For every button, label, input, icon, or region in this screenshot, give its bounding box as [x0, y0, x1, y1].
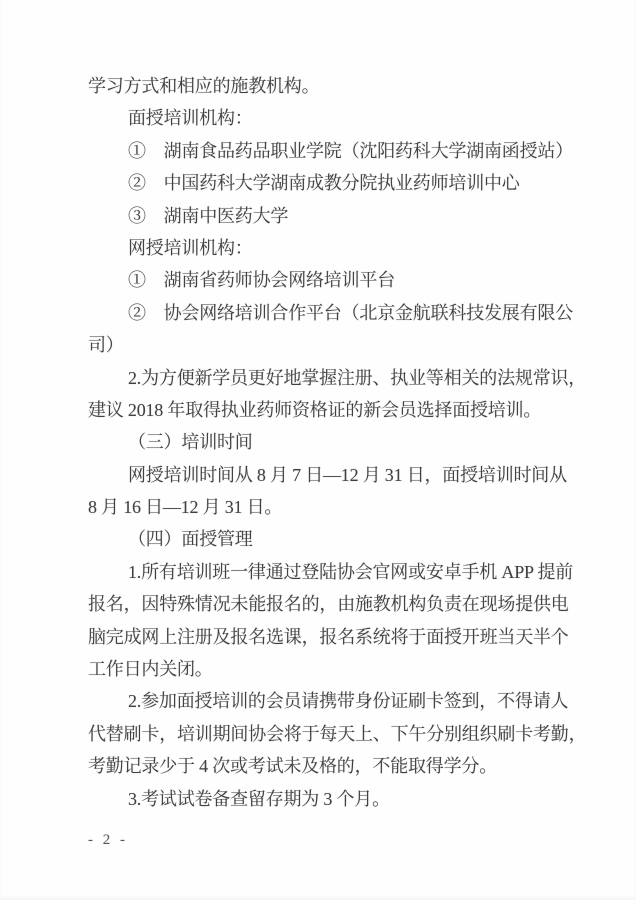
document-line: ① 湖南食品药品职业学院（沈阳药科大学湖南函授站）	[128, 140, 573, 161]
document-line: 学习方式和相应的施教机构。	[88, 76, 320, 96]
document-line: 建议 2018 年取得执业药师资格证的新会员选择面授培训。	[88, 399, 542, 420]
document-line: ② 协会网络培训合作平台（北京金航联科技发展有限公	[128, 302, 573, 323]
document-line: 工作日内关闭。	[88, 659, 213, 680]
document-line: 代替刷卡，培训期间协会将于每天上、下午分别组织刷卡考勤，	[88, 723, 587, 744]
document-line: 网授培训时间从 8 月 7 日—12 月 31 日，面授培训时间从	[128, 464, 567, 485]
document-line: 考勤记录少于 4 次或考试未及格的，不能取得学分。	[88, 756, 497, 777]
page-number: - 2 -	[88, 831, 128, 848]
document-line: ② 中国药科大学湖南成教分院执业药师培训中心	[128, 173, 520, 194]
document-line: 面授培训机构：	[128, 108, 253, 129]
document-line: 脑完成网上注册及报名选课，报名系统将于面授开班当天半个	[88, 626, 569, 647]
page-footer	[88, 831, 636, 849]
document-line: 3.考试试卷备查留存期为 3 个月。	[128, 788, 390, 809]
document-line: （三）培训时间	[128, 432, 253, 453]
document-line: 网授培训机构：	[128, 237, 253, 258]
document-line: ③ 湖南中医药大学	[128, 205, 289, 226]
document-line: （四）面授管理	[128, 529, 253, 550]
document-line: 2.参加面授培训的会员请携带身份证刷卡签到，不得请人	[128, 691, 569, 712]
document-line: 2.为方便新学员更好地掌握注册、执业等相关的法规常识，	[128, 367, 587, 388]
document-line: 1.所有培训班一律通过登陆协会官网或安卓手机 APP 提前	[128, 561, 574, 582]
document-line: 司）	[88, 335, 124, 356]
document-line: 8 月 16 日—12 月 31 日。	[88, 497, 283, 518]
document-line: ① 湖南省药师协会网络培训平台	[128, 270, 395, 291]
document-line: 报名，因特殊情况未能报名的，由施教机构负责在现场提供电	[88, 594, 569, 615]
